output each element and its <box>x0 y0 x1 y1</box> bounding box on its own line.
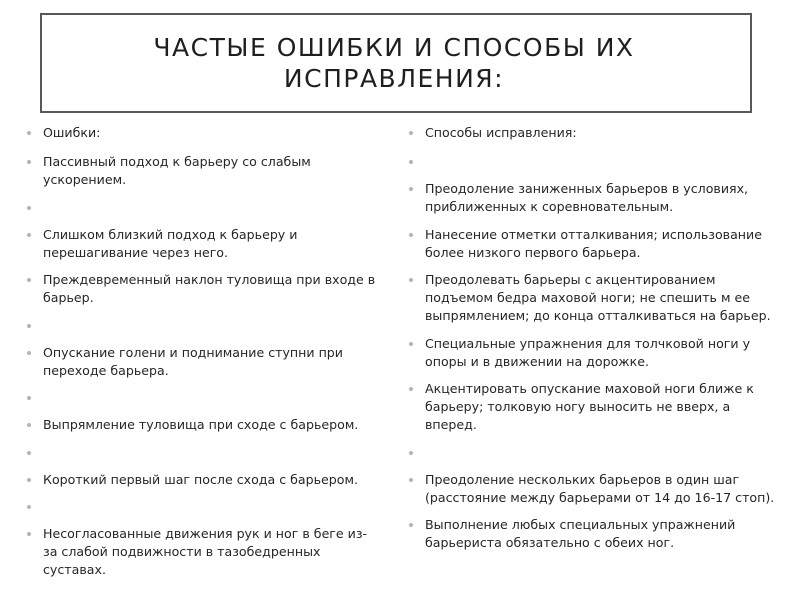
fix-item: Акцентировать опускание маховой ноги ближе к барьеру; толковую ногу выносить не вверх, а вперед. <box>408 380 780 434</box>
fix-item: Нанесение отметки отталкивания; использование более низкого первого барьера. <box>408 226 780 262</box>
error-item: Короткий первый шаг после схода с барьером. <box>26 471 378 489</box>
empty-bullet <box>26 498 378 516</box>
empty-bullet <box>26 389 378 407</box>
empty-bullet <box>26 317 378 335</box>
title-box <box>40 13 752 113</box>
fix-item: Специальные упражнения для толчковой ноги у опоры и в движении на дорожке. <box>408 335 780 371</box>
empty-bullet <box>26 444 378 462</box>
error-item: Преждевременный наклон туловища при входе в барьер. <box>26 271 378 307</box>
error-item: Несогласованные движения рук и ног в беге из-за слабой подвижности в тазобедренных суставах. <box>26 525 378 579</box>
fixes-heading: Способы исправления: <box>408 124 780 142</box>
empty-bullet <box>408 153 780 171</box>
error-item: Выпрямление туловища при сходе с барьером. <box>26 416 378 434</box>
fix-item: Выполнение любых специальных упражнений барьериста обязательно с обеих ног. <box>408 516 780 552</box>
fixes-list <box>408 124 780 562</box>
errors-list <box>26 124 378 589</box>
error-item: Слишком близкий подход к барьеру и перешагивание через него. <box>26 226 378 262</box>
fix-item: Преодоление нескольких барьеров в один шаг (расстояние между барьерами от 14 до 16-17 стоп). <box>408 471 780 507</box>
errors-heading: Ошибки: <box>26 124 378 142</box>
error-item: Пассивный подход к барьеру со слабым ускорением. <box>26 153 378 189</box>
fix-item: Преодолевать барьеры с акцентированием подъемом бедра маховой ноги; не спешить м ее выпрямлением; до конца отталкиваться на барьер. <box>408 271 780 325</box>
fix-item: Преодоление заниженных барьеров в условиях, приближенных к соревновательным. <box>408 180 780 216</box>
empty-bullet <box>408 444 780 462</box>
error-item: Опускание голени и поднимание ступни при переходе барьера. <box>26 344 378 380</box>
slide-title: ЧАСТЫЕ ОШИБКИ И СПОСОБЫ ИХ ИСПРАВЛЕНИЯ: <box>153 33 635 93</box>
empty-bullet <box>26 199 378 217</box>
